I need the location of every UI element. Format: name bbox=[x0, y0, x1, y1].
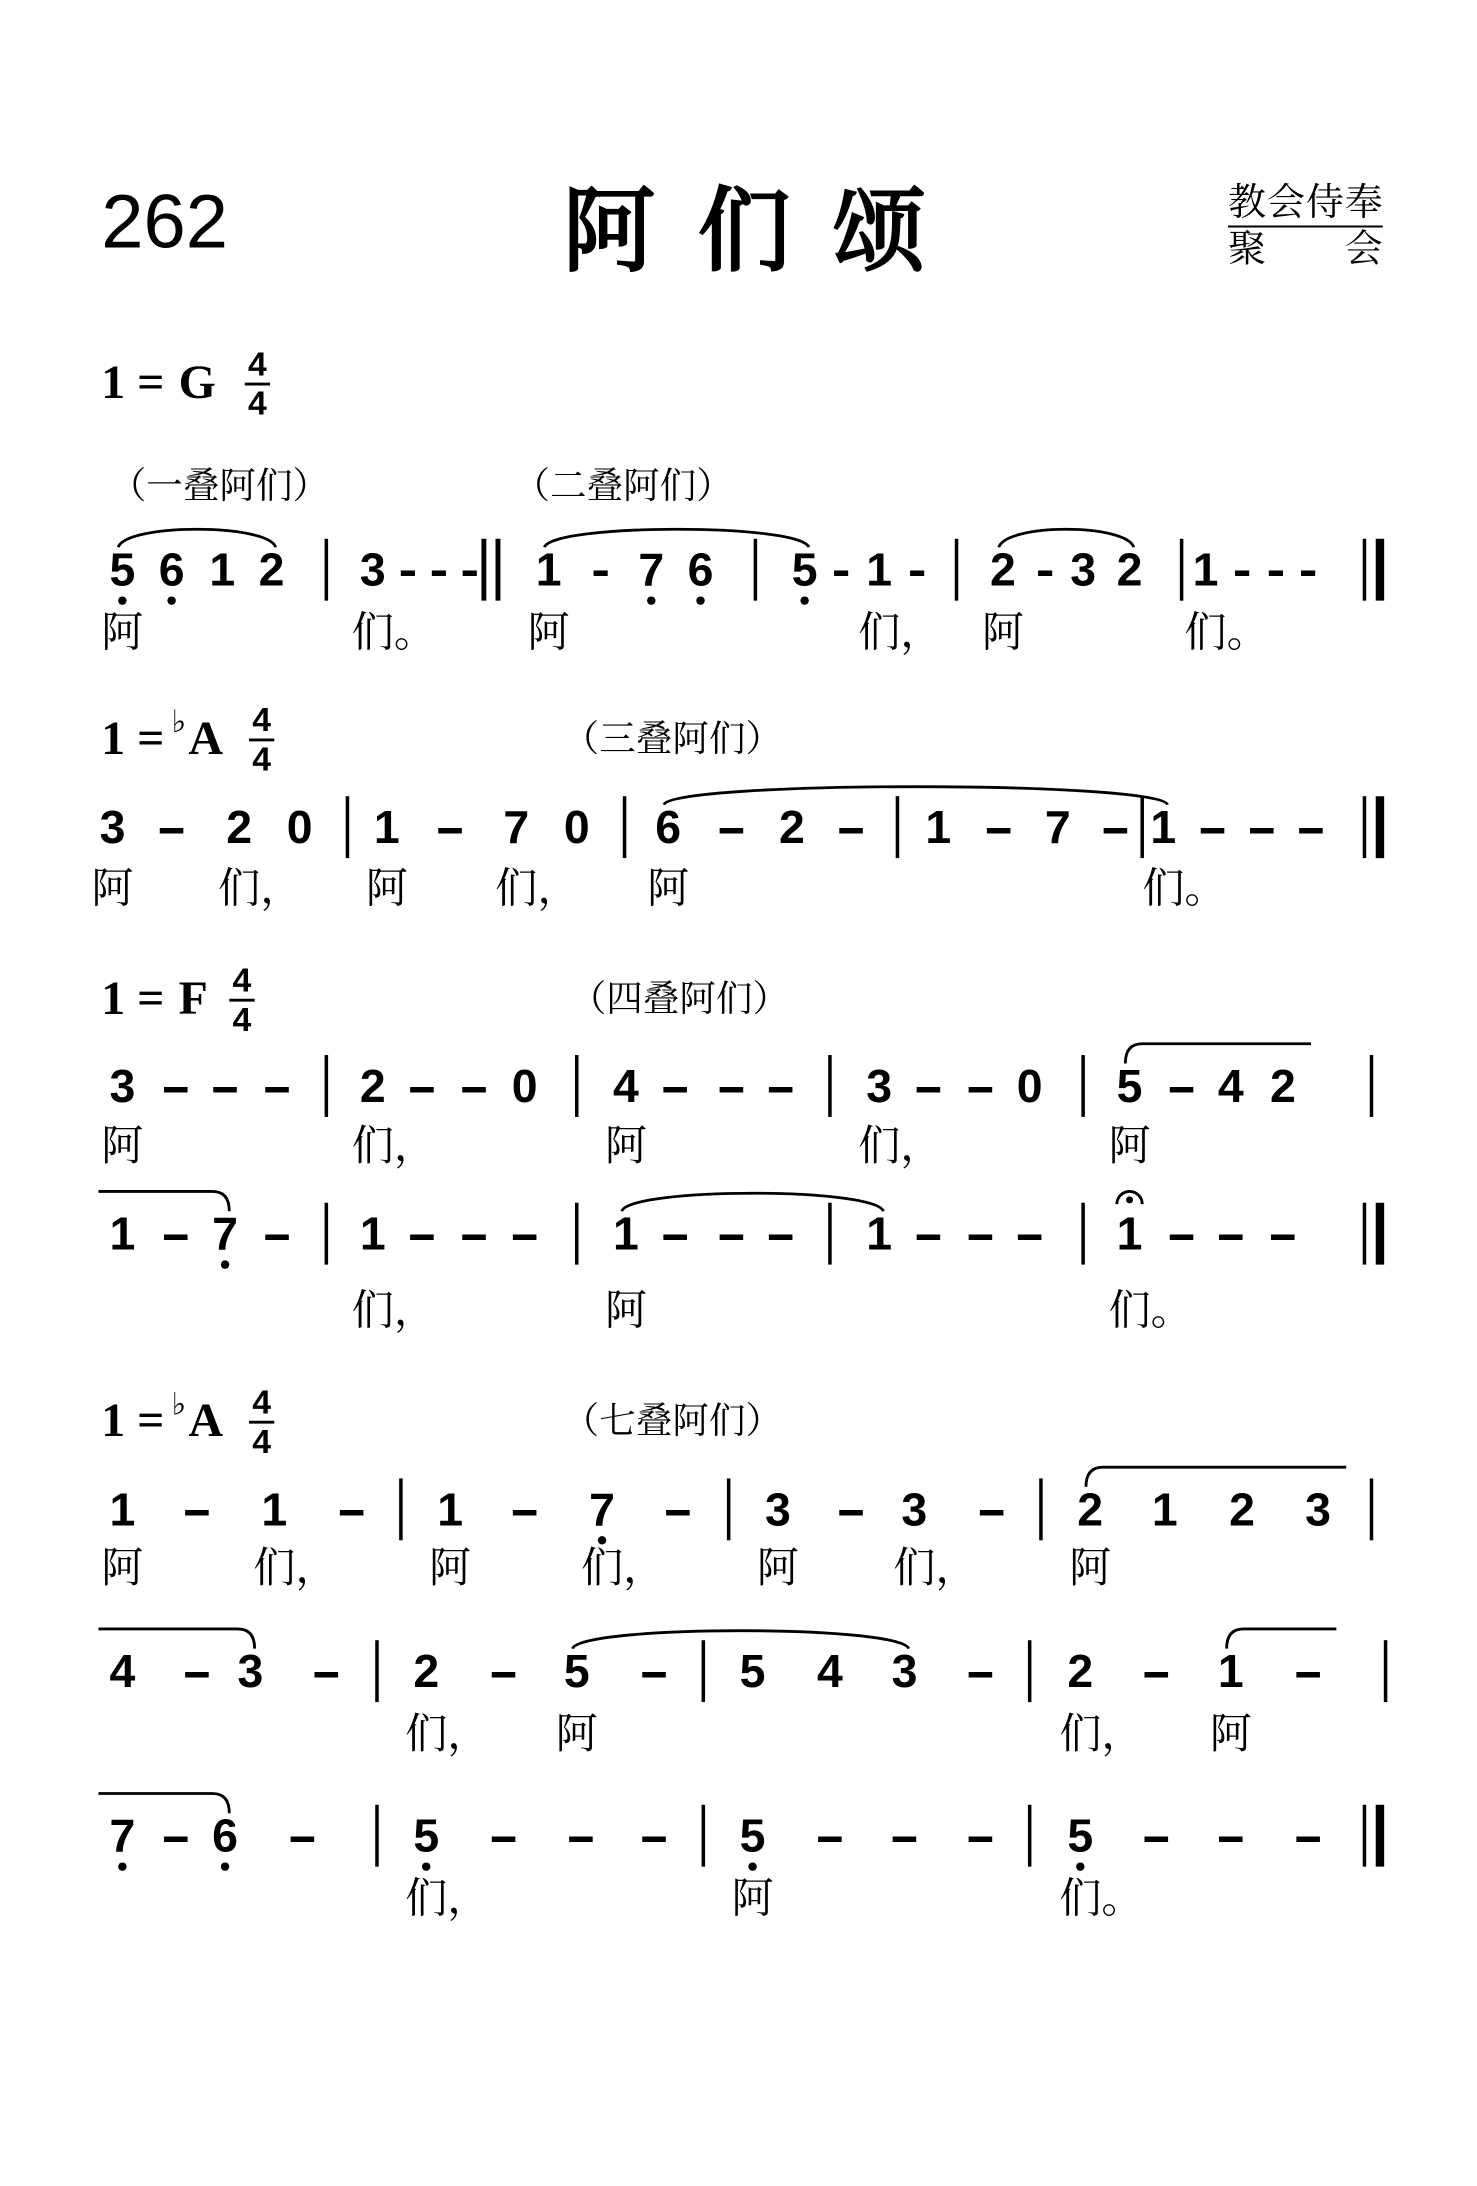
lower-octave-dot bbox=[598, 1536, 606, 1544]
jianpu-note: 2 bbox=[258, 543, 285, 596]
measure bbox=[1067, 1640, 1385, 1702]
section-label: （七叠阿们） bbox=[562, 1400, 783, 1442]
lower-octave-dot bbox=[1076, 1862, 1084, 1870]
extension-dash: - bbox=[659, 1060, 691, 1112]
time-signature-bottom: 4 bbox=[248, 384, 267, 423]
lyric-syllable: 阿 bbox=[527, 609, 570, 657]
jianpu-note: 1 bbox=[1192, 543, 1219, 596]
final-barline bbox=[1364, 539, 1379, 601]
extension-dash: - bbox=[835, 1483, 867, 1536]
jianpu-note: 5 bbox=[1067, 1809, 1094, 1862]
lyrics-line bbox=[101, 610, 1269, 657]
staff-row bbox=[101, 1044, 1371, 1170]
jianpu-note: 7 bbox=[638, 543, 665, 596]
jianpu-note: 2 bbox=[1229, 1483, 1255, 1536]
double-barline bbox=[484, 539, 498, 601]
extension-dash: - bbox=[156, 801, 188, 854]
measure bbox=[109, 1203, 326, 1269]
jianpu-note: 1 bbox=[1151, 1483, 1178, 1536]
jianpu-note: 1 bbox=[209, 543, 236, 596]
extension-dash: - bbox=[406, 1207, 438, 1260]
lyric-syllable: 们， bbox=[253, 1544, 338, 1592]
extension-dash: - bbox=[907, 543, 927, 596]
measure bbox=[613, 1203, 830, 1265]
jianpu-note: 3 bbox=[891, 1645, 918, 1698]
jianpu-note: 6 bbox=[655, 801, 682, 854]
jianpu-note: 2 bbox=[1067, 1645, 1094, 1698]
lower-octave-dot bbox=[647, 596, 655, 604]
extension-dash: - bbox=[983, 801, 1015, 854]
jianpu-note: 1 bbox=[261, 1483, 288, 1536]
lyric-syllable: 们， bbox=[351, 1287, 437, 1335]
section-label: （三叠阿们） bbox=[562, 718, 783, 760]
time-signature bbox=[249, 701, 274, 778]
lyric-syllable: 阿 bbox=[555, 1710, 598, 1758]
jianpu-note: 7 bbox=[503, 801, 530, 854]
extension-dash: - bbox=[458, 1207, 490, 1260]
extension-dash: - bbox=[1215, 1809, 1247, 1862]
extension-dash: - bbox=[160, 1809, 192, 1862]
lyric-syllable: 们， bbox=[495, 865, 580, 913]
category-line-2: 聚 会 bbox=[1228, 228, 1383, 271]
extension-dash: - bbox=[1166, 1207, 1198, 1260]
lyric-syllable: 们， bbox=[405, 1710, 490, 1758]
jianpu-note: 5 bbox=[563, 1645, 590, 1698]
hymn-number: 262 bbox=[101, 179, 229, 265]
lyric-syllable: 阿 bbox=[1069, 1544, 1112, 1592]
time-signature-top: 4 bbox=[252, 701, 272, 740]
jianpu-note: 7 bbox=[589, 1483, 615, 1536]
lyrics-line bbox=[352, 1288, 1193, 1335]
extension-dash: - bbox=[261, 1060, 293, 1112]
extension-dash: - bbox=[716, 1060, 747, 1112]
lyric-syllable: 们， bbox=[858, 1122, 943, 1170]
extension-dash: - bbox=[1215, 1207, 1247, 1260]
jianpu-note: 3 bbox=[1070, 543, 1097, 596]
measure bbox=[109, 1805, 377, 1871]
lyrics-line bbox=[91, 866, 1226, 913]
extension-dash: - bbox=[964, 1809, 996, 1862]
fermata-mark bbox=[1117, 1191, 1142, 1204]
extension-dash: - bbox=[1298, 543, 1318, 596]
extension-dash: - bbox=[638, 1809, 670, 1862]
jianpu-note: 2 bbox=[1077, 1483, 1104, 1536]
slur bbox=[118, 529, 276, 547]
jianpu-note: 6 bbox=[158, 543, 185, 596]
staff-row bbox=[101, 529, 1380, 656]
measure bbox=[360, 1203, 577, 1265]
lyric-syllable: 们， bbox=[1059, 1710, 1144, 1758]
measure bbox=[374, 796, 625, 858]
jianpu-note: 5 bbox=[791, 543, 818, 596]
extension-dash: - bbox=[912, 1060, 944, 1112]
lyric-syllable: 阿 bbox=[604, 1122, 648, 1170]
jianpu-note: 4 bbox=[817, 1645, 843, 1698]
extension-dash: - bbox=[160, 1207, 192, 1260]
section-label: （一叠阿们） bbox=[109, 464, 330, 506]
jianpu-note: 6 bbox=[687, 543, 714, 596]
measure bbox=[866, 1055, 1083, 1117]
lyric-syllable: 们， bbox=[580, 1544, 666, 1592]
music-section bbox=[98, 961, 1379, 1334]
key-prefix: 1 = bbox=[101, 1394, 165, 1448]
extension-dash: - bbox=[662, 1483, 694, 1536]
extension-dash: - bbox=[1292, 1645, 1324, 1698]
jianpu-note: 1 bbox=[866, 543, 893, 596]
extension-dash: - bbox=[509, 1207, 541, 1260]
jianpu-note: 1 bbox=[1150, 801, 1177, 854]
extension-dash: - bbox=[1140, 1809, 1172, 1862]
extension-dash: - bbox=[912, 1207, 944, 1260]
extension-dash: - bbox=[458, 1060, 490, 1112]
jianpu-note: 2 bbox=[226, 801, 253, 854]
extension-dash: - bbox=[460, 543, 480, 596]
lyric-syllable: 们。 bbox=[1059, 1875, 1144, 1923]
extension-dash: - bbox=[1292, 1809, 1324, 1862]
extension-dash: - bbox=[429, 543, 449, 596]
jianpu-note: 1 bbox=[359, 1207, 386, 1260]
key-signature bbox=[101, 972, 208, 1025]
jianpu-note: 3 bbox=[866, 1059, 893, 1112]
extension-dash: - bbox=[160, 1060, 192, 1112]
time-signature-bottom: 4 bbox=[252, 1422, 272, 1461]
music-section bbox=[98, 1383, 1385, 1922]
extension-dash: - bbox=[565, 1809, 597, 1862]
extension-dash: - bbox=[310, 1645, 342, 1698]
measure bbox=[866, 1203, 1083, 1265]
extension-dash: - bbox=[964, 1645, 996, 1698]
measure bbox=[437, 1478, 728, 1544]
jianpu-note: 1 bbox=[925, 801, 952, 854]
rest-zero: 0 bbox=[286, 801, 313, 854]
extension-dash: - bbox=[286, 1809, 318, 1862]
extension-dash: - bbox=[509, 1483, 541, 1536]
lyric-syllable: 阿 bbox=[429, 1544, 472, 1592]
fermata-dot bbox=[1126, 1196, 1133, 1203]
lower-octave-dot bbox=[748, 1862, 756, 1870]
extension-dash: - bbox=[638, 1645, 670, 1698]
key-note: G bbox=[178, 356, 216, 410]
measure bbox=[740, 1805, 1030, 1871]
measure bbox=[413, 1640, 703, 1702]
key-signature bbox=[101, 356, 216, 409]
measure bbox=[360, 1055, 577, 1117]
time-signature-top: 4 bbox=[232, 961, 252, 1000]
lyric-syllable: 们， bbox=[893, 1544, 978, 1592]
jianpu-note: 1 bbox=[866, 1207, 893, 1260]
rest-zero: 0 bbox=[563, 801, 590, 854]
extension-dash: - bbox=[964, 1207, 996, 1260]
key-signature bbox=[101, 1386, 223, 1447]
extension-dash: - bbox=[488, 1809, 520, 1862]
lyric-syllable: 阿 bbox=[731, 1875, 774, 1923]
lyric-syllable: 阿 bbox=[101, 609, 144, 657]
jianpu-note: 4 bbox=[1217, 1059, 1244, 1112]
lyric-syllable: 们， bbox=[405, 1875, 490, 1923]
jianpu-note: 1 bbox=[373, 801, 400, 854]
lyric-syllable: 们。 bbox=[351, 609, 437, 657]
extension-dash: - bbox=[1166, 1060, 1198, 1112]
extension-dash: - bbox=[261, 1207, 293, 1260]
extension-dash: - bbox=[181, 1483, 213, 1536]
jianpu-note: 3 bbox=[1305, 1483, 1331, 1536]
measure bbox=[925, 796, 1142, 858]
lyric-syllable: 阿 bbox=[101, 1544, 144, 1592]
jianpu-note: 5 bbox=[739, 1809, 766, 1862]
measure bbox=[360, 539, 498, 601]
jianpu-note: 1 bbox=[109, 1207, 136, 1260]
measure bbox=[536, 539, 756, 605]
extension-dash: - bbox=[964, 1060, 996, 1112]
jianpu-note: 4 bbox=[613, 1059, 639, 1112]
measure bbox=[1150, 796, 1380, 858]
lower-octave-dot bbox=[422, 1862, 430, 1870]
measure bbox=[100, 796, 348, 858]
extension-dash: - bbox=[889, 1809, 920, 1862]
extension-dash: - bbox=[1014, 1207, 1046, 1260]
key-accidental: ♭ bbox=[171, 704, 187, 740]
lyric-syllable: 阿 bbox=[604, 1287, 648, 1335]
jianpu-note: 1 bbox=[1217, 1645, 1244, 1698]
lyric-syllable: 阿 bbox=[91, 865, 134, 913]
key-note: A bbox=[188, 1394, 224, 1448]
final-barline bbox=[1364, 796, 1379, 858]
time-signature-bottom: 4 bbox=[232, 1000, 252, 1039]
measure bbox=[1117, 1191, 1380, 1264]
extension-dash: - bbox=[1246, 801, 1278, 854]
rest-zero: 0 bbox=[1016, 1059, 1043, 1112]
lyric-syllable: 阿 bbox=[756, 1544, 799, 1592]
section-label: （四叠阿们） bbox=[569, 978, 790, 1020]
jianpu-note: 2 bbox=[1269, 1059, 1296, 1112]
music-section bbox=[101, 345, 1380, 656]
extension-dash: - bbox=[1232, 543, 1252, 596]
lyric-syllable: 们。 bbox=[1184, 609, 1269, 657]
extension-dash: - bbox=[1266, 543, 1286, 596]
measure bbox=[1193, 539, 1380, 601]
measure bbox=[109, 1478, 400, 1540]
jianpu-note: 2 bbox=[413, 1645, 440, 1698]
lyric-syllable: 阿 bbox=[101, 1122, 144, 1170]
extension-dash: - bbox=[1197, 801, 1229, 854]
key-note: A bbox=[188, 712, 224, 766]
final-barline bbox=[1364, 1805, 1379, 1867]
jianpu-note: 1 bbox=[109, 1483, 136, 1536]
measure bbox=[765, 1478, 1041, 1540]
extension-dash: - bbox=[1267, 1207, 1299, 1260]
jianpu-note: 3 bbox=[901, 1483, 928, 1536]
extension-dash: - bbox=[831, 543, 851, 596]
extension-dash: - bbox=[814, 1809, 846, 1862]
staff-row bbox=[91, 787, 1380, 913]
lower-octave-dot bbox=[118, 596, 126, 604]
jianpu-note: 6 bbox=[212, 1809, 238, 1862]
extension-dash: - bbox=[976, 1483, 1008, 1536]
extension-dash: - bbox=[406, 1060, 438, 1112]
score-body bbox=[91, 345, 1385, 1922]
key-prefix: 1 = bbox=[101, 356, 165, 410]
jianpu-note: 3 bbox=[99, 801, 126, 854]
measure bbox=[109, 1640, 377, 1702]
extension-dash: - bbox=[488, 1645, 520, 1698]
extension-dash: - bbox=[1295, 801, 1327, 854]
lower-octave-dot bbox=[118, 1862, 126, 1870]
lyric-syllable: 们。 bbox=[1142, 865, 1227, 913]
key-accidental: ♭ bbox=[171, 1386, 187, 1422]
extension-dash: - bbox=[1140, 1645, 1172, 1698]
jianpu-note: 3 bbox=[764, 1483, 791, 1536]
lower-octave-dot bbox=[696, 596, 704, 604]
jianpu-note: 5 bbox=[1116, 1059, 1143, 1112]
jianpu-note: 1 bbox=[535, 543, 562, 596]
lyric-syllable: 们， bbox=[218, 865, 303, 913]
key-signature bbox=[101, 704, 223, 765]
jianpu-note: 2 bbox=[359, 1059, 386, 1112]
staff-row bbox=[101, 1467, 1371, 1592]
lyrics-line bbox=[101, 1545, 1111, 1592]
extension-dash: - bbox=[181, 1645, 213, 1698]
extension-dash: - bbox=[209, 1060, 241, 1112]
lyric-syllable: 阿 bbox=[647, 865, 690, 913]
jianpu-note: 1 bbox=[437, 1483, 464, 1536]
jianpu-note: 7 bbox=[1044, 801, 1071, 854]
measure bbox=[792, 539, 957, 605]
extension-dash: - bbox=[716, 1207, 747, 1260]
lower-octave-dot bbox=[221, 1260, 229, 1268]
extension-dash: - bbox=[765, 1207, 797, 1260]
jianpu-note: 2 bbox=[779, 801, 805, 854]
music-section bbox=[91, 701, 1380, 912]
measure bbox=[1067, 1805, 1380, 1871]
extension-dash: - bbox=[591, 543, 610, 596]
measure bbox=[109, 1055, 326, 1117]
jianpu-note: 3 bbox=[109, 1059, 136, 1112]
measure bbox=[413, 1805, 703, 1871]
lyric-syllable: 阿 bbox=[365, 865, 408, 913]
lower-octave-dot bbox=[800, 596, 808, 604]
jianpu-note: 5 bbox=[109, 543, 136, 596]
extension-dash: - bbox=[336, 1483, 368, 1536]
staff-row bbox=[98, 1794, 1379, 1923]
time-signature-bottom: 4 bbox=[252, 740, 272, 779]
time-signature-top: 4 bbox=[252, 1383, 272, 1422]
extension-dash: - bbox=[765, 1060, 797, 1112]
lyrics-line bbox=[405, 1876, 1143, 1923]
measure bbox=[740, 1640, 1030, 1702]
jianpu-note: 5 bbox=[739, 1645, 766, 1698]
jianpu-note: 2 bbox=[990, 543, 1016, 596]
jianpu-note: 3 bbox=[359, 543, 386, 596]
lower-octave-dot bbox=[221, 1862, 229, 1870]
time-signature bbox=[245, 345, 270, 422]
time-signature bbox=[229, 961, 254, 1038]
key-prefix: 1 = bbox=[101, 712, 165, 766]
key-prefix: 1 = bbox=[101, 972, 165, 1026]
score-header bbox=[101, 180, 1382, 284]
jianpu-note: 1 bbox=[613, 1207, 639, 1260]
time-signature-top: 4 bbox=[248, 345, 267, 384]
measure bbox=[109, 539, 326, 605]
extension-dash: - bbox=[659, 1207, 691, 1260]
lyrics-line bbox=[405, 1711, 1252, 1758]
extension-dash: - bbox=[1100, 801, 1131, 854]
extension-dash: - bbox=[434, 801, 466, 854]
time-signature bbox=[249, 1383, 274, 1460]
measure bbox=[990, 539, 1182, 601]
jianpu-note: 4 bbox=[109, 1645, 136, 1698]
lyric-syllable: 阿 bbox=[1108, 1122, 1151, 1170]
staff-row bbox=[98, 1629, 1385, 1758]
section-label: （二叠阿们） bbox=[513, 464, 733, 506]
extension-dash: - bbox=[1035, 543, 1055, 596]
lyric-syllable: 阿 bbox=[1209, 1710, 1252, 1758]
rest-zero: 0 bbox=[511, 1059, 538, 1112]
jianpu-note: 3 bbox=[237, 1645, 264, 1698]
category-line-1: 教会侍奉 bbox=[1228, 182, 1383, 225]
lyric-syllable: 们， bbox=[351, 1122, 437, 1170]
key-note: F bbox=[178, 972, 208, 1026]
lyrics-line bbox=[101, 1123, 1150, 1170]
measure bbox=[655, 796, 897, 858]
final-barline bbox=[1364, 1203, 1379, 1265]
slur bbox=[999, 529, 1134, 547]
jianpu-note: 7 bbox=[212, 1207, 238, 1260]
lyric-syllable: 们， bbox=[858, 609, 943, 657]
jianpu-note: 2 bbox=[1116, 543, 1143, 596]
staff-row bbox=[98, 1191, 1379, 1334]
measure bbox=[613, 1055, 830, 1117]
hymn-title: 阿们颂 bbox=[562, 181, 926, 285]
slur bbox=[544, 529, 808, 547]
extension-dash: - bbox=[398, 543, 418, 596]
measure bbox=[1077, 1478, 1371, 1540]
lyric-syllable: 们。 bbox=[1108, 1287, 1193, 1335]
jianpu-note: 7 bbox=[109, 1809, 136, 1862]
jianpu-note: 5 bbox=[413, 1809, 440, 1862]
lyric-syllable: 阿 bbox=[981, 609, 1025, 657]
measure bbox=[1117, 1055, 1372, 1117]
extension-dash: - bbox=[716, 801, 747, 854]
extension-dash: - bbox=[835, 801, 867, 854]
jianpu-note: 1 bbox=[1116, 1207, 1143, 1260]
lower-octave-dot bbox=[167, 596, 175, 604]
